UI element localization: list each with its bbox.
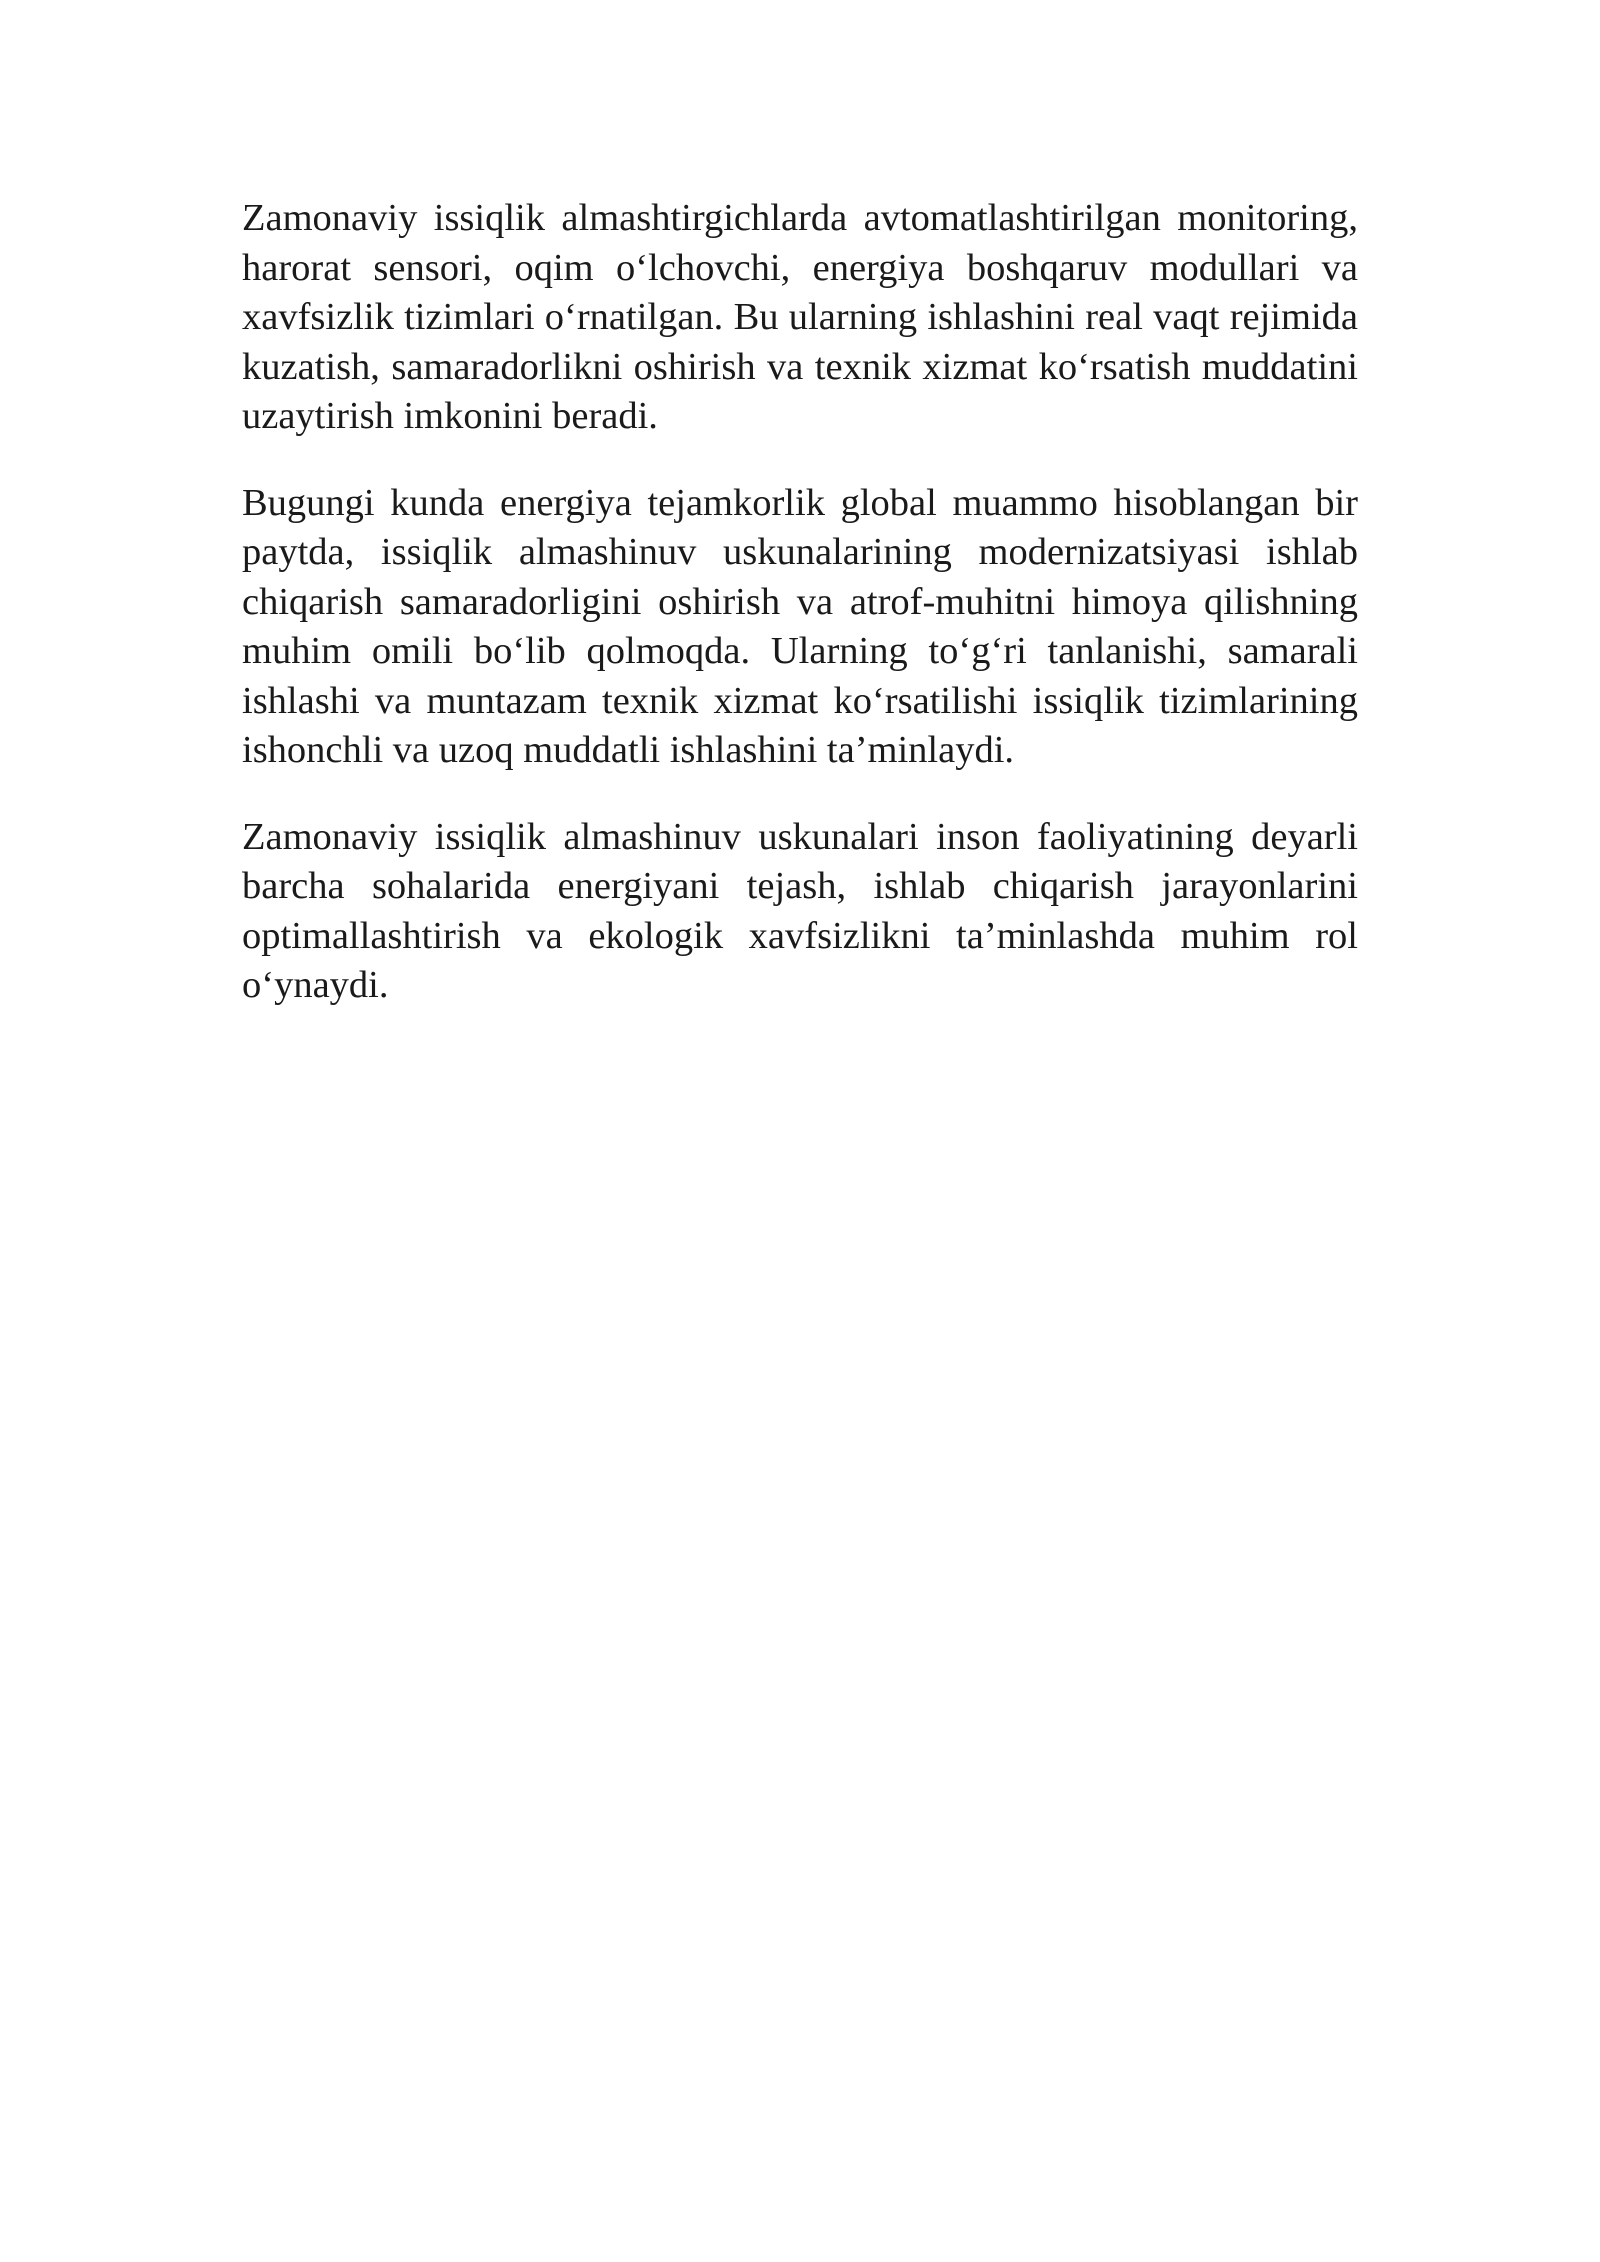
paragraph-2: Bugungi kunda energiya tejamkorlik global muammo hisoblangan bir paytda, issiqlik almashinuv uskunalarining modernizatsiyasi ishlab chiqarish samaradorligini oshirish va atrof-muhitni himoya qilishning muhim omili bo‘lib qolmoqda. Ularning to‘g‘ri tanlanishi, samarali ishlashi va muntazam texnik xizmat ko‘rsatilishi issiqlik tizimlarining ishonchli va uzoq muddatli ishlashini ta’minlaydi. [242, 481, 1358, 771]
document-body [242, 194, 1358, 1048]
paragraph-1: Zamonaviy issiqlik almashtirgichlarda avtomatlashtirilgan monitoring, harorat sensori, oqim o‘lchovchi, energiya boshqaruv modullari va xavfsizlik tizimlari o‘rnatilgan. Bu ularning ishlashini real vaqt rejimida kuzatish, samaradorlikni oshirish va texnik xizmat ko‘rsatish muddatini uzaytirish imkonini beradi. [242, 197, 1358, 437]
paragraph-3: Zamonaviy issiqlik almashinuv uskunalari inson faoliyatining deyarli barcha sohalarida energiyani tejash, ishlab chiqarish jarayonlarini optimallashtirish va ekologik xavfsizlikni ta’minlashda muhim rol o‘ynaydi. [242, 815, 1358, 1006]
